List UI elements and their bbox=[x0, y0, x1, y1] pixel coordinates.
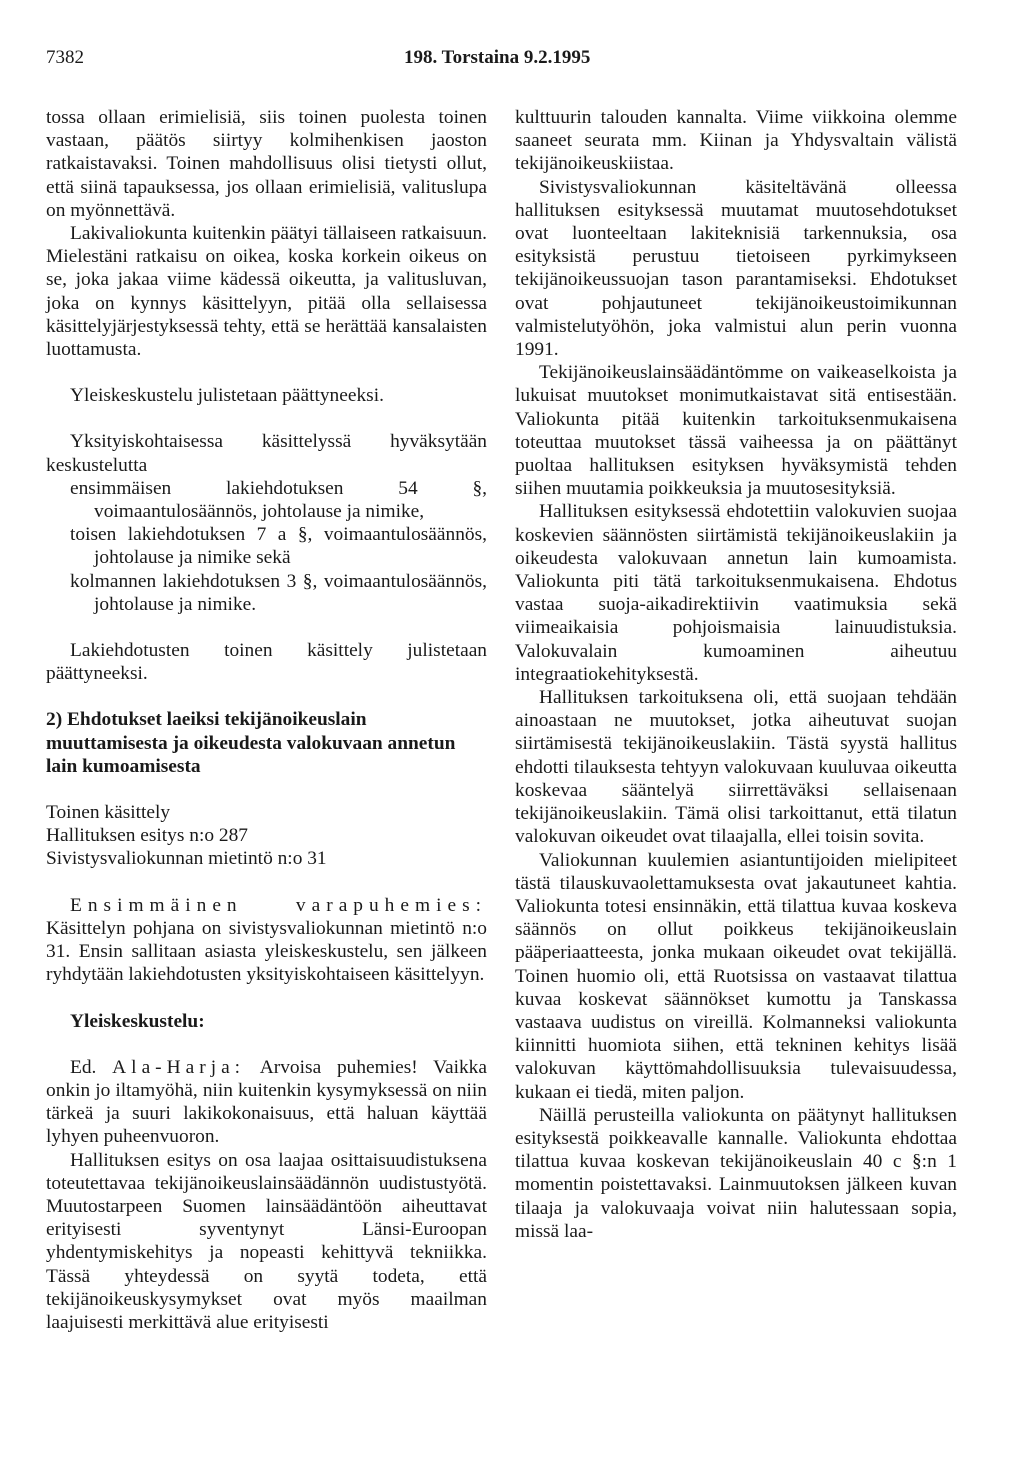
list-item-text: kolmannen lakiehdotuksen 3 §, voimaantulosäännös, johtolause ja nimike. bbox=[70, 570, 487, 615]
section-heading: Yleiskeskustelu: bbox=[70, 1010, 205, 1032]
paragraph: Lakiehdotusten toinen käsittely julistetaan päättyneeksi. bbox=[46, 640, 487, 685]
paragraph: Hallituksen esityksessä ehdotettiin valokuvien suojaa koskevien säännösten siirtämistä tekijänoikeuslakiin ja oikeudesta valokuvaan annetun lain kumoamista. Valiokunta piti tätä tarkoituksenmukaisena. Ehdotus vastaa suoja-aikadirektiivin vaatimuksia sekä viimeaikaisia pohjoismaisia lainuudistuksia. Valokuvalain kumoaminen aiheutuu integraatiokehityksestä. bbox=[515, 501, 957, 685]
paragraph: Hallituksen tarkoituksena oli, että suojaan tehdään ainoastaan ne muutokset, jotka aiheutuvat suojan siirtämisestä tekijänoikeuslakiin. Tästä syystä hallitus ehdotti tilauksesta tehtyyn valokuvaan kuuluvaa oikeutta koskevaa sääntelyä siirrettäväksi sellaisenaan tekijänoikeuslakiin. Tämä olisi tarkoittanut, että tilatun valokuvan oikeudet ovat tilaajalla, ellei toisin sovita. bbox=[515, 687, 957, 848]
paragraph: Näillä perusteilla valiokunta on päätynyt hallituksen esityksestä poikkeavalle kannalle. Valiokunta ehdottaa tilattua kuvaa koskevan tekijänoikeuslain 40 c §:n 1 momentin poistettavaksi. Lainmuutoksen jälkeen kuvan tilaaja ja valokuvaaja voivat niin halutessaan sopia, missä laa- bbox=[515, 1104, 957, 1242]
session-header: 198. Torstaina 9.2.1995 bbox=[404, 47, 591, 68]
document-reference: Toinen käsittely bbox=[46, 802, 171, 824]
left-column bbox=[46, 106, 487, 1334]
list-item-text: ensimmäisen lakiehdotuksen 54 §, voimaantulosäännös, johtolause ja nimike, bbox=[70, 477, 487, 523]
speech-text: Arvoisa puhemies! Vaikka onkin jo iltamyöhä, niin kuitenkin kysymyksessä on niin tärkeä ja suuri lakikokonaisuus, että haluan käyttää lyhyen puheenvuoron. bbox=[46, 1056, 487, 1148]
right-column bbox=[515, 106, 957, 1243]
list-item bbox=[46, 477, 487, 523]
paragraph: kulttuurin talouden kannalta. Viime viikkoina olemme saaneet seurata mm. Kiinan ja Yhdysvaltain välistä tekijänoikeuskiistaa. bbox=[515, 107, 957, 175]
paragraph: Yksityiskohtaisessa käsittelyssä hyväksytään keskustelutta bbox=[46, 431, 487, 476]
speech bbox=[46, 1056, 487, 1149]
paragraph: tossa ollaan erimielisiä, siis toinen puolesta toinen vastaan, päätös siirtyy kolmihenkisen jaoston ratkaistavaksi. Toinen mahdollisuus olisi tietysti ollut, että siinä tapauksessa, jos ollaan erimielisiä, valituslupa on myönnettävä. bbox=[46, 107, 487, 221]
paragraph: Sivistysvaliokunnan käsiteltävänä olleessa hallituksen esityksessä muutamat muutosehdotukset ovat luonteeltaan lakiteknisiä tarkennuksia, osa esityksistä perustuu tietoiseen pyrkimykseen tekijänoikeussuojan tason parantamiseksi. Ehdotukset ovat pohjautuneet tekijänoikeustoimikunnan valmistelutyöhön, joka valmistui alun perin vuonna 1991. bbox=[515, 176, 957, 361]
speech-prefix: Ed. bbox=[70, 1056, 97, 1078]
paragraph: Valiokunnan kuulemien asiantuntijoiden mielipiteet tästä tilauskuvaolettamuksesta ovat jakautuneet kahtia. Valiokunta totesi ensinnäkin, että tilattua kuvaa koskeva säännös on ollut poikkeus tekijänoikeuslain pääperiaatteesta, jonka mukaan oikeudet ovat tekijällä. Toinen huomio oli, että Ruotsissa on vastaavat tilattua kuvaa koskevat säännökset kumottu ja Tanskassa vastaava uudistus on vireillä. Kolmanneksi valiokunta kiinnitti huomiota siihen, että tekninen kehitys lisää valokuvan käyttömahdollisuuksia tulevaisuudessa, kukaan ei tiedä, miten paljon. bbox=[515, 849, 957, 1103]
page-number: 7382 bbox=[46, 47, 84, 68]
list-item bbox=[46, 570, 487, 616]
speaker-name: Ensimmäinen varapuhemies: bbox=[70, 894, 487, 916]
document-reference: Sivistysvaliokunnan mietintö n:o 31 bbox=[46, 848, 327, 870]
agenda-item-title: 2) Ehdotukset laeiksi tekijänoikeuslain muuttamisesta ja oikeudesta valokuvaan annetun lain kumoamisesta bbox=[46, 709, 456, 777]
paragraph: Hallituksen esitys on osa laajaa osittaisuudistuksena toteutettavaa tekijänoikeuslainsäädännön uudistustyötä. Muutostarpeen Suomen lainsäädäntöön aiheuttavat erityisesti syventynyt Länsi-Euroopan yhdentymiskehitys ja nopeasti kehittyvä tekniikka. Tässä yhteydessä on syytä todeta, että tekijänoikeuskysymykset ovat myös maailman laajuisesti merkittävä alue erityisesti bbox=[46, 1149, 487, 1333]
list-item-text: toisen lakiehdotuksen 7 a §, voimaantulosäännös, johtolause ja nimike sekä bbox=[70, 524, 487, 569]
document-reference: Hallituksen esitys n:o 287 bbox=[46, 825, 248, 847]
list-item bbox=[46, 523, 487, 569]
speech-text: Käsittelyn pohjana on sivistysvaliokunnan mietintö n:o 31. Ensin sallitaan asiasta yleiskeskustelu, sen jälkeen ryhdytään lakiehdotusten yksityiskohtaiseen käsittelyyn. bbox=[46, 917, 487, 986]
closing-statement: Yleiskeskustelu julistetaan päättyneeksi. bbox=[70, 385, 384, 407]
paragraph: Lakivaliokunta kuitenkin päätyi tällaiseen ratkaisuun. Mielestäni ratkaisu on oikea, koska korkein oikeus on se, joka jakaa viime kädessä oikeutta, ja valitusluvan, joka on kynnys käsittelyyn, pitää olla sellaisessa käsittelyjärjestyksessä tehty, että se herättää kansalaisten luottamusta. bbox=[46, 223, 487, 361]
paragraph: Tekijänoikeuslainsäädäntömme on vaikeaselkoista ja lukuisat muutokset monimutkaistavat sitä entisestään. Valiokunta pitää kuitenkin tarkoituksenmukaisena toteuttaa muutokset tässä vaiheessa ja on päättänyt puoltaa hallituksen esityksen hyväksymistä tehden siihen muutamia poikkeuksia ja muutosesityksiä. bbox=[515, 362, 957, 500]
chair-statement bbox=[46, 894, 487, 987]
speaker-name: Ala-Harja: bbox=[112, 1056, 246, 1078]
